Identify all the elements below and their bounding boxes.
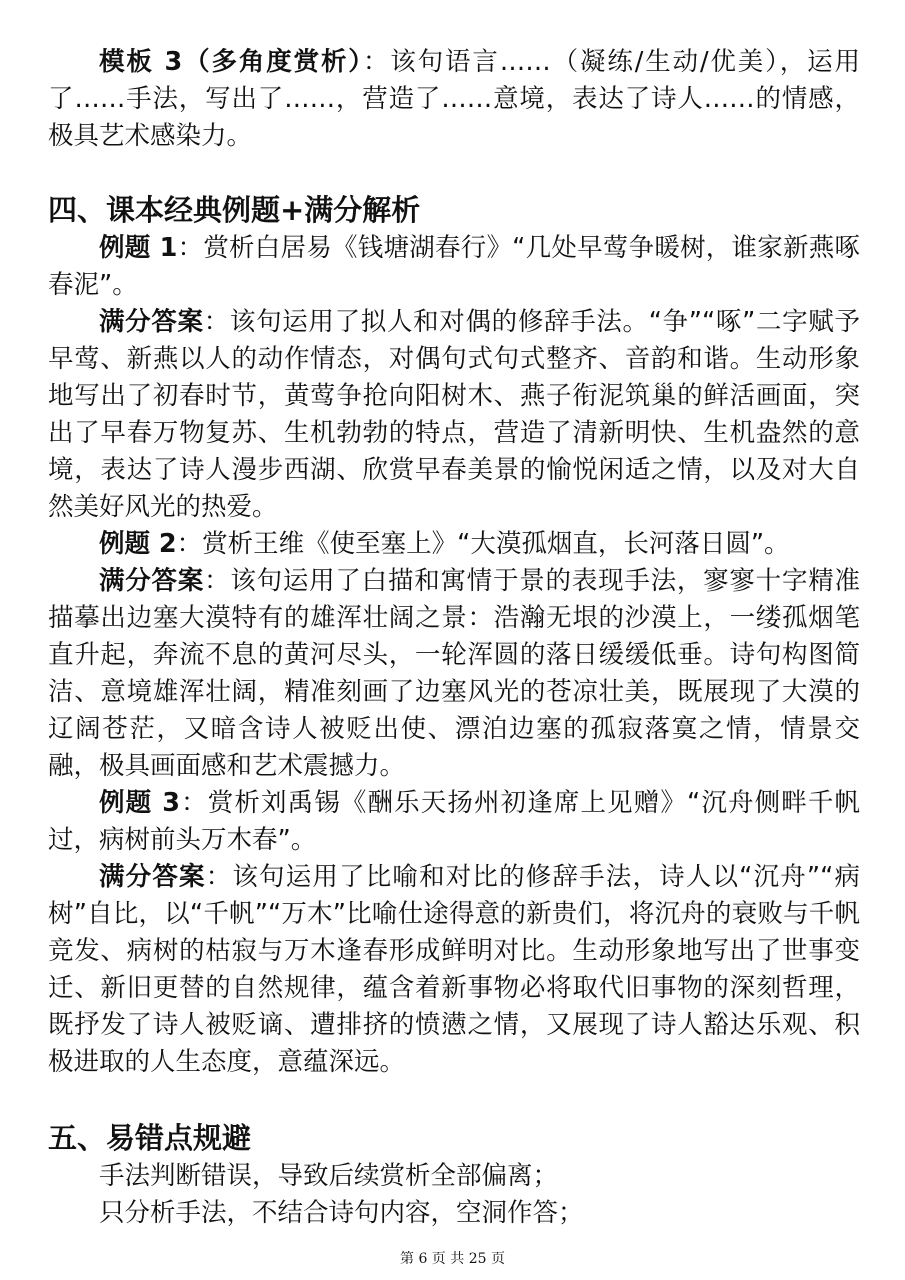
- example-1-answer-label: 满分答案: [99, 307, 204, 337]
- example-2-answer-text: ：该句运用了白描和寓情于景的表现手法，寥寥十字精准描摹出边塞大漠特有的雄浑壮阔之景：浩瀚无垠的沙漠上，一缕孤烟笔直升起，奔流不息的黄河尽头，一轮浑圆的落日缓缓低垂。诗句构图简洁、意境雄浑壮阔，精准刻画了边塞风光的苍凉壮美，既展现了大漠的辽阔苍茫，又暗含诗人被贬出使、漂泊边塞的孤寂落寞之情，情景交融，极具画面感和艺术震撼力。: [48, 566, 860, 781]
- example-2-answer-label: 满分答案: [99, 566, 205, 596]
- example-3-label: 例题 3: [99, 788, 180, 818]
- example-2-question: [48, 526, 860, 563]
- template-3-text: ：该句语言……（凝练/生动/优美），运用了……手法，写出了……，营造了……意境，表达了诗人……的情感，极具艺术感染力。: [48, 47, 861, 151]
- example-3-answer-text: ：该句运用了比喻和对比的修辞手法，诗人以“沉舟”“病树”自比，以“千帆”“万木”比喻仕途得意的新贵们，将沉舟的衰败与千帆竞发、病树的枯寂与万木逢春形成鲜明对比。生动形象地写出了世事变迁、新旧更替的自然规律，蕴含着新事物必将取代旧事物的深刻哲理，既抒发了诗人被贬谪、遭排挤的愤懑之情，又展现了诗人豁达乐观、积极进取的人生态度，意蕴深远。: [48, 862, 860, 1077]
- example-1-answer: [48, 304, 860, 526]
- section-5-heading: 五、易错点规避: [48, 1121, 252, 1155]
- template-3-paragraph: [48, 44, 860, 155]
- example-1-text: ：赏析白居易《钱塘湖春行》“几处早莺争暖树，谁家新燕啄春泥”。: [48, 233, 860, 300]
- example-3-answer-label: 满分答案: [99, 862, 206, 892]
- example-1-answer-text: ：该句运用了拟人和对偶的修辞手法。“争”“啄”二字赋予早莺、新燕以人的动作情态，对偶句式句式整齐、音韵和谐。生动形象地写出了初春时节，黄莺争抢向阳树木、燕子衔泥筑巢的鲜活画面，突出了早春万物复苏、生机勃勃的特点，营造了清新明快、生机盎然的意境，表达了诗人漫步西湖、欣赏早春美景的愉悦闲适之情，以及对大自然美好风光的热爱。: [48, 307, 860, 522]
- example-1-label: 例题 1: [99, 233, 178, 263]
- example-1-question: [48, 230, 860, 304]
- example-2-text: ：赏析王维《使至塞上》“大漠孤烟直，长河落日圆”。: [176, 529, 790, 559]
- example-3-question: [48, 785, 860, 859]
- template-3-label: 模板 3（多角度赏析）: [99, 47, 363, 77]
- example-2-label: 例题 2: [99, 529, 177, 559]
- section-4-heading: 四、课本经典例题+满分解析: [48, 193, 421, 227]
- page-footer: 第 6 页 共 25 页: [400, 1251, 505, 1267]
- example-2-answer: [48, 563, 860, 785]
- error-point-1: 手法判断错误，导致后续赏析全部偏离；: [99, 1161, 559, 1191]
- example-3-answer: [48, 859, 860, 1081]
- error-point-2: 只分析手法，不结合诗句内容，空洞作答；: [99, 1198, 584, 1228]
- example-3-text: ：赏析刘禹锡《酬乐天扬州初逢席上见赠》“沉舟侧畔千帆过，病树前头万木春”。: [48, 788, 860, 855]
